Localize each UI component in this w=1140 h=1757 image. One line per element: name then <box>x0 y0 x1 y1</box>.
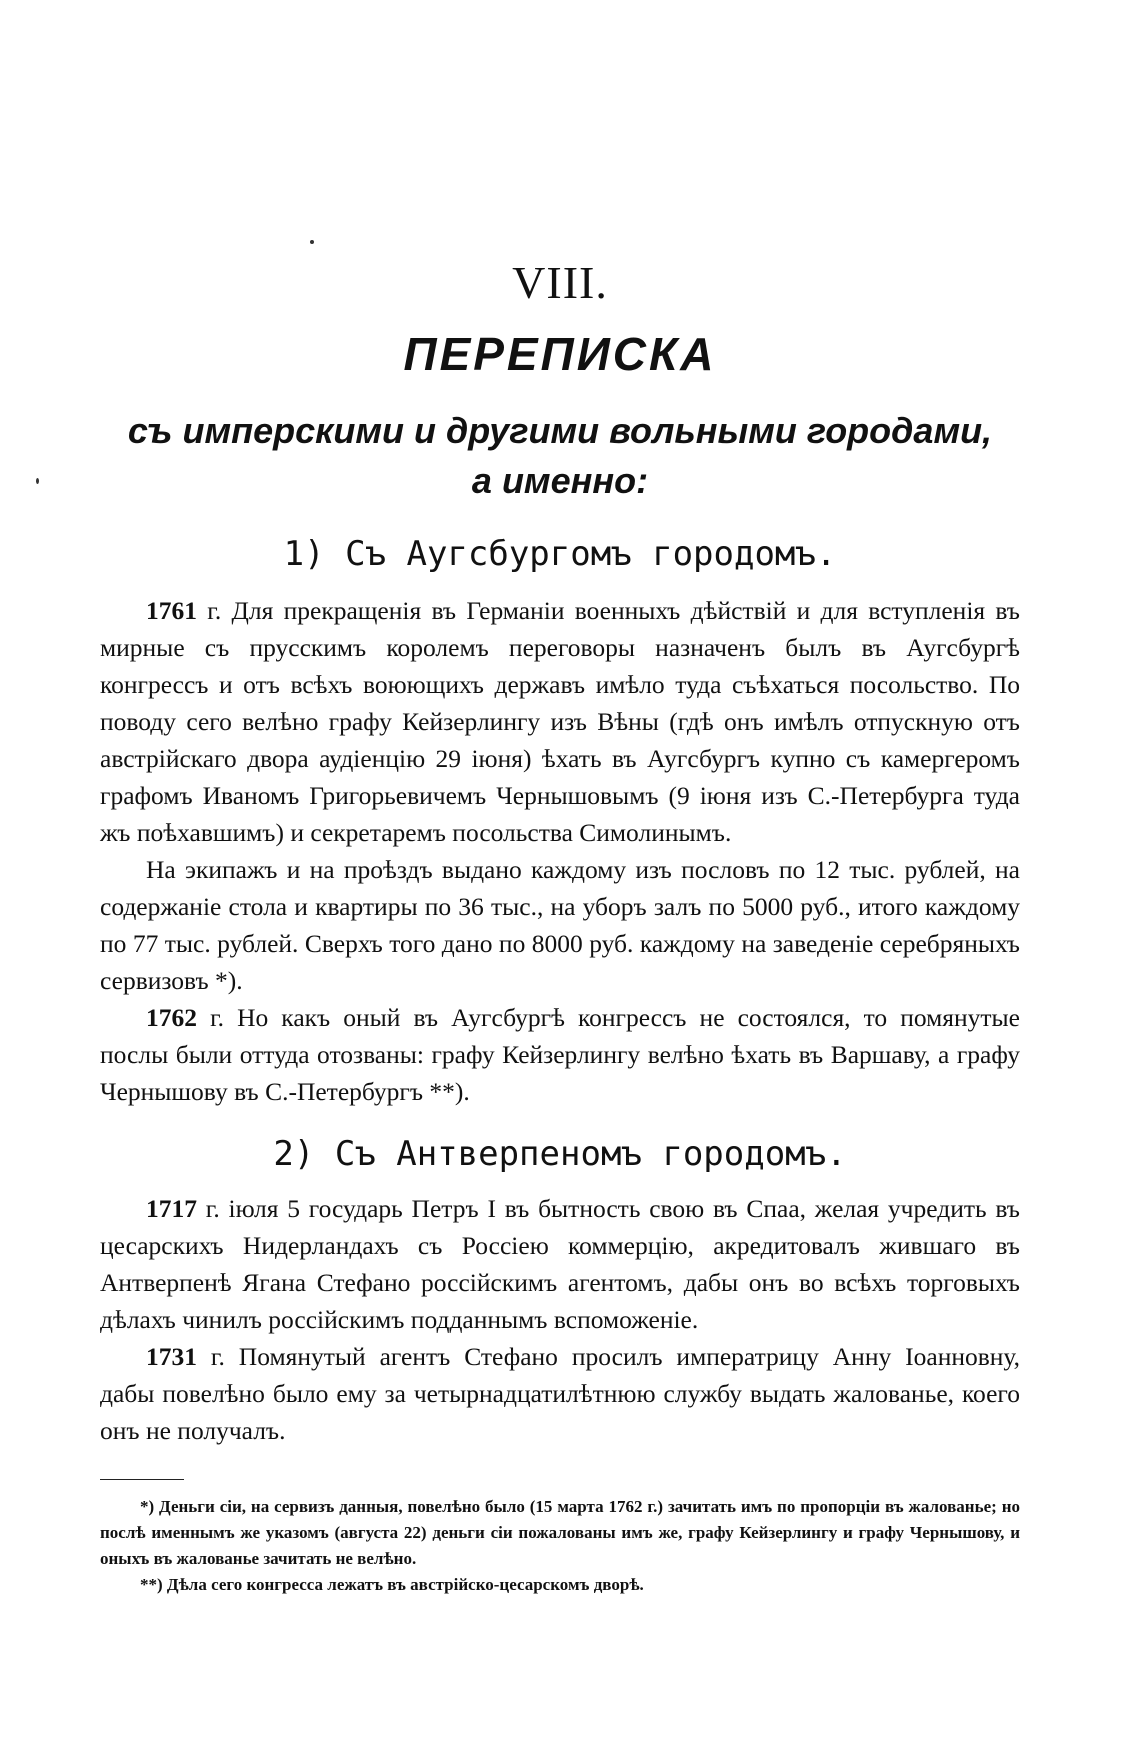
paragraph <box>100 1190 1020 1338</box>
paragraph-text: г. Помянутый агентъ Стефано просилъ императрицу Анну Іоанновну, дабы повелѣно было ему за четырнадцатилѣтнюю службу выдать жалованье, коего онъ не получалъ. <box>100 1342 1020 1445</box>
paragraph-text: г. Для прекращенія въ Германіи военныхъ дѣйствій и для вступленія въ мирные съ прусскимъ королемъ переговоры назначенъ былъ въ Аугсбургѣ конгрессъ и отъ всѣхъ воюющихъ державъ имѣло туда съѣхаться посольство. По поводу сего велѣно графу Кейзерлингу изъ Вѣны (гдѣ онъ имѣлъ отпускную отъ австрійскаго двора аудіенцію 29 іюня) ѣхать въ Аугсбургъ купно съ камергеромъ графомъ Иваномъ Григорьевичемъ Чернышовымъ (9 іюня изъ С.-Петербурга туда жъ поѣхавшимъ) и секретаремъ посольства Симолинымъ. <box>100 596 1020 847</box>
speck-mark <box>310 240 314 244</box>
footnote-divider <box>100 1479 184 1480</box>
paragraph <box>100 592 1020 851</box>
year-label: 1717 <box>146 1194 197 1223</box>
footnote: **) Дѣла сего конгресса лежатъ въ австрійско-цесарскомъ дворѣ. <box>140 1575 644 1594</box>
paragraph-text: На экипажъ и на проѣздъ выдано каждому изъ пословъ по 12 тыс. рублей, на содержаніе стола и квартиры по 36 тыс., на уборъ залъ по 5000 руб., итого каждому по 77 тыс. рублей. Сверхъ того дано по 8000 руб. каждому на заведеніе серебряныхъ сервизовъ *). <box>100 855 1020 995</box>
paragraph <box>100 1338 1020 1449</box>
chapter-title: ПЕРЕПИСКА <box>403 328 717 380</box>
year-label: 1762 <box>146 1003 197 1032</box>
paragraph <box>100 999 1020 1110</box>
year-label: 1761 <box>146 596 197 625</box>
page-content <box>100 258 1020 1598</box>
speck-mark <box>36 478 39 484</box>
year-label: 1731 <box>146 1342 197 1371</box>
section-heading-antwerp: 2) Съ Антверпеномъ городомъ. <box>273 1134 847 1174</box>
section-heading-augsburg: 1) Съ Аугсбургомъ городомъ. <box>283 534 837 574</box>
chapter-numeral: VIII. <box>512 257 608 308</box>
chapter-subtitle-line-1: съ имперскими и другими вольными городами, <box>127 410 993 451</box>
paragraph <box>100 851 1020 999</box>
paragraph-text: г. іюля 5 государь Петръ I въ бытность свою въ Спаа, желая учредить въ цесарскихъ Нидерландахъ съ Россіею коммерцію, акредитовалъ жившаго въ Антверпенѣ Ягана Стефано россійскимъ агентомъ, дабы онъ во всѣхъ торговыхъ дѣлахъ чинилъ россійскимъ подданнымъ вспоможеніе. <box>100 1194 1020 1334</box>
paragraph-text: г. Но какъ оный въ Аугсбургѣ конгрессъ не состоялся, то помянутые послы были оттуда отозваны: графу Кейзерлингу велѣно ѣхать въ Варшаву, а графу Чернышову въ С.-Петербургъ **). <box>100 1003 1020 1106</box>
footnote: *) Деньги сіи, на сервизъ данныя, повелѣно было (15 марта 1762 г.) зачитать имъ по пропорціи въ жалованье; но послѣ именнымъ же указомъ (августа 22) деньги сіи пожалованы имъ же, графу Кейзерлингу и графу Чернышову, и оныхъ въ жалованье зачитать не велѣно. <box>100 1497 1020 1568</box>
chapter-subtitle-line-2: а именно: <box>471 460 649 501</box>
